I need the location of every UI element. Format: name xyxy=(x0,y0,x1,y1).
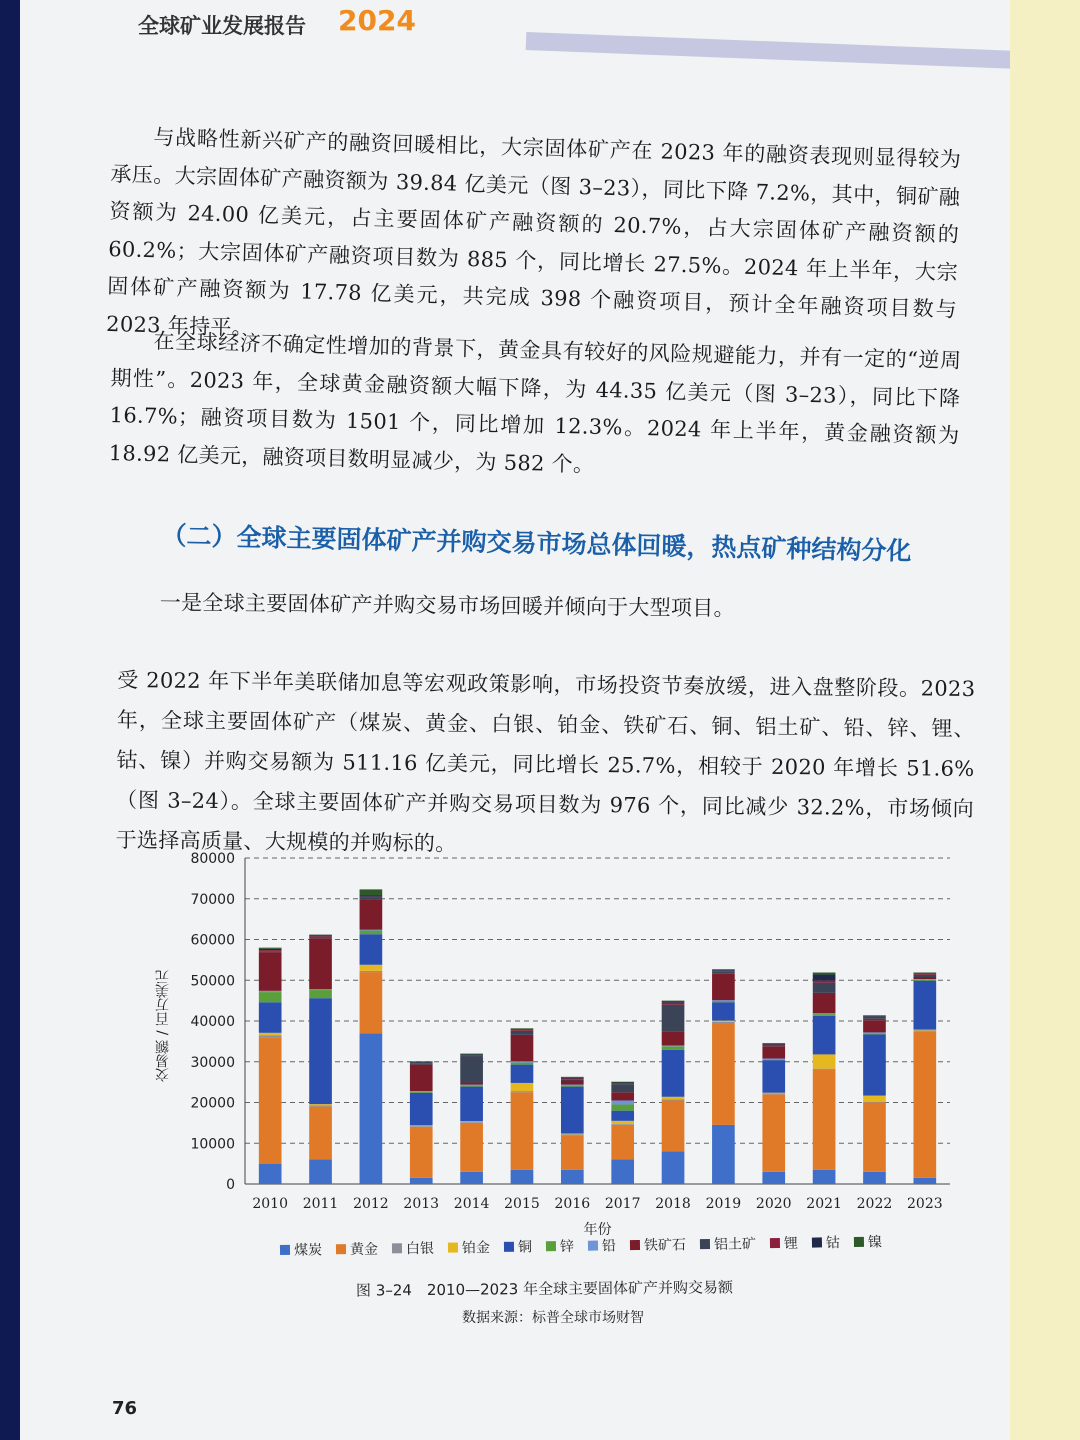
legend-label: 煤炭 xyxy=(293,1242,323,1259)
bar-segment-2017 xyxy=(611,1121,634,1124)
bar-segment-2019 xyxy=(712,969,735,970)
bar-segment-2010 xyxy=(259,949,282,950)
bar-segment-2010 xyxy=(259,950,282,951)
bar-segment-2017 xyxy=(611,1083,634,1084)
bar-segment-2014 xyxy=(460,1085,483,1086)
paragraph-ma-detail-text: 受 2022 年下半年美联储加息等宏观政策影响，市场投资节奏放缓，进入盘整阶段。2023 年，全球主要固体矿产（煤炭、黄金、白银、铂金、铁矿石、铜、铝土矿、铅、锌、锂、钴、镍）并购交易额为 511.16 亿美元，同比增长 25.7%，相较于 2020 年增长 51.6%（图 3–24）。全球主要固体矿产并购交易项目数为 976 个，同比减少 32.2%，市场倾向于选择高质量、大规模的并购标的。 xyxy=(115,667,976,856)
bar-segment-2017 xyxy=(611,1084,634,1092)
bar-segment-2013 xyxy=(410,1093,433,1126)
bar-segment-2023 xyxy=(913,1178,936,1184)
y-tick-label: 10000 xyxy=(190,1136,235,1153)
legend-item xyxy=(546,1236,574,1256)
bar-segment-2013 xyxy=(410,1064,433,1065)
y-tick-label: 20000 xyxy=(190,1095,235,1112)
legend-label: 黄金 xyxy=(349,1241,379,1259)
bar-segment-2019 xyxy=(712,971,735,972)
bar-segment-2019 xyxy=(712,974,735,1000)
bar-segment-2014 xyxy=(460,1123,483,1172)
bar-segment-2022 xyxy=(863,1102,886,1103)
bar-segment-2011 xyxy=(309,990,332,998)
stacked-bar-chart xyxy=(150,840,970,1260)
bar-segment-2023 xyxy=(913,973,936,974)
bar-segment-2018 xyxy=(662,1001,685,1002)
x-tick-label: 2017 xyxy=(604,1196,641,1212)
bar-segment-2021 xyxy=(813,1170,836,1184)
legend-label: 铁矿石 xyxy=(643,1237,687,1254)
bar-segment-2021 xyxy=(813,973,836,975)
bar-segment-2023 xyxy=(913,973,936,974)
bar-segment-2014 xyxy=(460,1121,483,1122)
legend-item xyxy=(336,1239,378,1260)
x-tick-label: 2014 xyxy=(453,1196,490,1212)
bar-segment-2014 xyxy=(460,1172,483,1184)
y-tick-label: 50000 xyxy=(190,973,235,990)
bar-segment-2017 xyxy=(611,1082,634,1083)
paragraph-ma-detail xyxy=(115,620,975,869)
bar-segment-2020 xyxy=(762,1093,785,1094)
report-title: 全球矿业发展报告 xyxy=(138,14,306,38)
bar-segment-2014 xyxy=(460,1083,483,1085)
bar-segment-2019 xyxy=(712,1022,735,1023)
legend-item xyxy=(854,1232,882,1252)
bar-segment-2010 xyxy=(259,1033,282,1035)
bar-segment-2012 xyxy=(360,972,383,1033)
bar-segment-2012 xyxy=(360,931,383,935)
bar-segment-2019 xyxy=(712,972,735,974)
bar-segment-2019 xyxy=(712,1021,735,1022)
y-tick-label: 60000 xyxy=(190,932,235,949)
bar-segment-2015 xyxy=(511,1091,534,1092)
legend-swatch xyxy=(504,1242,514,1252)
bar-segment-2018 xyxy=(662,1001,685,1002)
bar-segment-2022 xyxy=(863,1018,886,1020)
bar-segment-2023 xyxy=(913,1030,936,1031)
bar-segment-2011 xyxy=(309,935,332,936)
bar-segment-2017 xyxy=(611,1105,634,1111)
bar-segment-2016 xyxy=(561,1078,584,1079)
bar-segment-2020 xyxy=(762,1060,785,1093)
bar-segment-2022 xyxy=(863,1033,886,1034)
bar-segment-2023 xyxy=(913,980,936,981)
bar-segment-2021 xyxy=(813,981,836,983)
legend-swatch xyxy=(854,1237,864,1247)
figure-source: 数据来源：标普全球市场财智 xyxy=(462,1310,644,1326)
bar-segment-2016 xyxy=(561,1134,584,1135)
legend-swatch xyxy=(280,1245,290,1255)
bar-segment-2021 xyxy=(813,975,836,981)
bar-segment-2014 xyxy=(460,1087,483,1122)
bar-segment-2016 xyxy=(561,1087,584,1134)
bar-segment-2014 xyxy=(460,1054,483,1055)
bar-segment-2017 xyxy=(611,1083,634,1084)
bar-segment-2022 xyxy=(863,1103,886,1172)
x-tick-label: 2019 xyxy=(705,1196,742,1212)
legend-swatch xyxy=(448,1243,458,1253)
legend-label: 镍 xyxy=(867,1234,883,1251)
bar-segment-2022 xyxy=(863,1020,886,1032)
bar-segment-2015 xyxy=(511,1083,534,1091)
bar-segment-2013 xyxy=(410,1065,433,1091)
legend-label: 铅 xyxy=(601,1238,617,1255)
bar-segment-2020 xyxy=(762,1046,785,1058)
bar-segment-2015 xyxy=(511,1029,534,1030)
header-decoration-bar xyxy=(526,32,1010,72)
bar-segment-2018 xyxy=(662,1151,685,1184)
bar-segment-2021 xyxy=(813,1013,836,1014)
bar-segment-2023 xyxy=(913,1031,936,1178)
bar-segment-2018 xyxy=(662,1100,685,1151)
bar-segment-2013 xyxy=(410,1091,433,1092)
bar-segment-2012 xyxy=(360,971,383,972)
bar-segment-2023 xyxy=(913,974,936,975)
bar-segment-2015 xyxy=(511,1035,534,1061)
bar-segment-2023 xyxy=(913,979,936,980)
x-tick-label: 2015 xyxy=(504,1196,540,1212)
legend-item xyxy=(588,1235,616,1255)
bar-segment-2015 xyxy=(511,1065,534,1083)
bar-segment-2011 xyxy=(309,937,332,938)
x-tick-label: 2012 xyxy=(353,1196,389,1212)
y-tick-label: 0 xyxy=(226,1177,235,1193)
bar-segment-2013 xyxy=(410,1125,433,1126)
bar-segment-2013 xyxy=(410,1061,433,1062)
legend-label: 钴 xyxy=(825,1235,841,1252)
legend-item xyxy=(630,1234,686,1255)
bar-segment-2011 xyxy=(309,936,332,937)
y-tick-label: 80000 xyxy=(190,851,235,867)
paragraph-gold-financing: 在全球经济不确定性增加的背景下，黄金具有较好的风险规避能力，并有一定的“逆周期性”。2023 年，全球黄金融资额大幅下降，为 44.35 亿美元（图 3–23），同比下降 16.7%；融资项目数为 1501 个，同比增加 12.3%。2024 年上半年，黄金融资额为 18.92 亿美元，融资项目数明显减少，为 582 个。 xyxy=(108,329,962,477)
bar-segment-2022 xyxy=(863,1016,886,1017)
bar-segment-2018 xyxy=(662,1097,685,1099)
bar-segment-2011 xyxy=(309,1160,332,1184)
bar-segment-2014 xyxy=(460,1055,483,1056)
x-tick-label: 2011 xyxy=(302,1196,339,1212)
running-header xyxy=(138,6,998,50)
bar-segment-2012 xyxy=(360,897,383,898)
bar-segment-2022 xyxy=(863,1015,886,1016)
bar-segment-2020 xyxy=(762,1044,785,1045)
bar-segment-2011 xyxy=(309,1107,332,1160)
legend-swatch xyxy=(588,1241,598,1251)
bar-segment-2011 xyxy=(309,998,332,1104)
bar-segment-2020 xyxy=(762,1045,785,1046)
legend-item xyxy=(448,1237,490,1258)
bar-segment-2012 xyxy=(360,899,383,930)
legend-swatch xyxy=(770,1238,780,1248)
bar-segment-2019 xyxy=(712,1125,735,1184)
y-tick-label: 30000 xyxy=(190,1054,235,1071)
bar-segment-2014 xyxy=(460,1122,483,1123)
bar-segment-2019 xyxy=(712,1023,735,1125)
bar-segment-2020 xyxy=(762,1059,785,1060)
bar-segment-2019 xyxy=(712,1002,735,1020)
bar-segment-2020 xyxy=(762,1172,785,1184)
bar-segment-2015 xyxy=(511,1092,534,1169)
x-tick-label: 2021 xyxy=(806,1196,842,1212)
bar-segment-2013 xyxy=(410,1063,433,1064)
x-tick-label: 2018 xyxy=(655,1196,691,1212)
legend-item xyxy=(812,1232,840,1252)
section-heading: （二）全球主要固体矿产并购交易市场总体回暖，热点矿种结构分化 xyxy=(161,520,912,566)
bar-segment-2021 xyxy=(813,1016,836,1055)
bar-segment-2019 xyxy=(712,1001,735,1002)
x-tick-label: 2010 xyxy=(252,1196,288,1212)
y-tick-label: 40000 xyxy=(190,1014,235,1030)
bar-segment-2012 xyxy=(360,934,383,965)
bar-segment-2012 xyxy=(360,965,383,971)
bar-segment-2022 xyxy=(863,1172,886,1184)
bar-segment-2015 xyxy=(511,1031,534,1035)
bar-segment-2016 xyxy=(561,1079,584,1080)
bar-segment-2023 xyxy=(913,981,936,1030)
bar-segment-2010 xyxy=(259,1035,282,1037)
bar-segment-2019 xyxy=(712,970,735,971)
bar-segment-2014 xyxy=(460,1085,483,1086)
bar-segment-2018 xyxy=(662,1003,685,1005)
bar-segment-2022 xyxy=(863,1096,886,1102)
bar-segment-2020 xyxy=(762,1058,785,1059)
bar-segment-2016 xyxy=(561,1085,584,1086)
legend-item xyxy=(504,1236,532,1256)
y-axis-title: 交易额 / 百万美元 xyxy=(155,970,171,1082)
legend-label: 白银 xyxy=(405,1240,435,1258)
bar-segment-2020 xyxy=(762,1043,785,1044)
bar-segment-2018 xyxy=(662,1050,685,1097)
bar-segment-2015 xyxy=(511,1030,534,1031)
legend-label: 锌 xyxy=(559,1238,575,1256)
bar-segment-2023 xyxy=(913,975,936,977)
bar-segment-2018 xyxy=(662,1045,685,1046)
bar-segment-2013 xyxy=(410,1126,433,1127)
legend-swatch xyxy=(812,1237,822,1247)
bar-segment-2020 xyxy=(762,1094,785,1171)
legend-swatch xyxy=(546,1241,556,1251)
bar-segment-2012 xyxy=(360,898,383,899)
legend-label: 铝土矿 xyxy=(713,1236,757,1253)
bar-segment-2016 xyxy=(561,1080,584,1084)
bar-segment-2010 xyxy=(259,948,282,949)
bar-segment-2010 xyxy=(259,992,282,1002)
bar-segment-2014 xyxy=(460,1054,483,1055)
bar-segment-2013 xyxy=(410,1062,433,1063)
legend-swatch xyxy=(630,1240,640,1250)
bar-segment-2021 xyxy=(813,1069,836,1070)
bar-segment-2021 xyxy=(813,1070,836,1170)
chart-canvas xyxy=(150,840,970,1260)
bar-segment-2017 xyxy=(611,1160,634,1184)
bar-segment-2012 xyxy=(360,1033,383,1184)
bar-segment-2011 xyxy=(309,938,332,989)
bar-segment-2017 xyxy=(611,1124,634,1125)
legend-swatch xyxy=(700,1239,710,1249)
bar-segment-2016 xyxy=(561,1170,584,1184)
legend-swatch xyxy=(392,1243,402,1253)
report-year: 2024 xyxy=(338,4,416,37)
bar-segment-2016 xyxy=(561,1135,584,1170)
adjacent-page-edge xyxy=(1010,0,1080,1440)
bar-segment-2013 xyxy=(410,1127,433,1178)
paragraph-bulk-minerals-financing: 与战略性新兴矿产的融资回暖相比，大宗固体矿产在 2023 年的融资表现则显得较为承压。大宗固体矿产融资额为 39.84 亿美元（图 3–23），同比下降 7.2%，其中，铜矿融资额为 24.00 亿美元，占主要固体矿产融资额的 20.7%，占大宗固体矿产融资额的 60.2%；大宗固体矿产融资项目数为 885 个，同比增长 27.5%。2024 年上半年，大宗固体矿产融资额为 17.78 亿美元，共完成 398 个融资项目，预计全年融资项目数与 2023 年持平。 xyxy=(105,125,962,340)
bar-segment-2021 xyxy=(813,983,836,993)
bar-segment-2018 xyxy=(662,1046,685,1050)
bar-segment-2021 xyxy=(813,1054,836,1068)
bar-segment-2020 xyxy=(762,1045,785,1046)
bar-segment-2017 xyxy=(611,1092,634,1100)
bar-segment-2019 xyxy=(712,1000,735,1001)
bar-segment-2010 xyxy=(259,951,282,952)
legend-item xyxy=(700,1233,756,1254)
bar-segment-2016 xyxy=(561,1133,584,1134)
legend-label: 铜 xyxy=(517,1239,533,1256)
bar-segment-2020 xyxy=(762,1094,785,1095)
x-tick-label: 2022 xyxy=(856,1196,893,1212)
bar-segment-2017 xyxy=(611,1111,634,1121)
x-tick-label: 2013 xyxy=(403,1196,440,1212)
x-tick-label: 2016 xyxy=(554,1196,591,1212)
legend-label: 铂金 xyxy=(461,1240,491,1257)
x-axis-title: 年份 xyxy=(583,1222,612,1238)
bar-segment-2010 xyxy=(259,952,282,991)
legend-item xyxy=(392,1238,434,1259)
bar-segment-2016 xyxy=(561,1085,584,1086)
bar-segment-2016 xyxy=(561,1077,584,1078)
bar-segment-2018 xyxy=(662,1031,685,1045)
bar-segment-2015 xyxy=(511,1170,534,1184)
y-tick-label: 70000 xyxy=(190,891,235,908)
bar-segment-2012 xyxy=(360,895,383,896)
bar-segment-2018 xyxy=(662,1005,685,1031)
bar-segment-2017 xyxy=(611,1100,634,1104)
bar-segment-2018 xyxy=(662,1099,685,1100)
legend-swatch xyxy=(336,1244,346,1254)
bar-segment-2015 xyxy=(511,1061,534,1062)
bar-segment-2022 xyxy=(863,1034,886,1095)
bar-segment-2022 xyxy=(863,1032,886,1033)
x-tick-label: 2023 xyxy=(907,1196,943,1212)
bar-segment-2011 xyxy=(309,935,332,936)
bar-segment-2012 xyxy=(360,889,383,895)
figure-caption: 图 3–24 2010—2023 年全球主要固体矿产并购交易额 xyxy=(355,1278,734,1300)
bar-segment-2015 xyxy=(511,1063,534,1065)
legend-item xyxy=(770,1233,798,1253)
page-number: 76 xyxy=(112,1398,138,1419)
legend-item xyxy=(280,1239,322,1260)
bar-segment-2011 xyxy=(309,989,332,990)
bar-segment-2013 xyxy=(410,1178,433,1184)
paragraph-ma-summary: 一是全球主要固体矿产并购交易市场回暖并倾向于大型项目。 xyxy=(159,590,735,621)
bar-segment-2010 xyxy=(259,1002,282,1033)
x-tick-label: 2020 xyxy=(755,1196,792,1212)
legend-label: 锂 xyxy=(783,1235,799,1252)
bar-segment-2010 xyxy=(259,1164,282,1184)
bar-segment-2015 xyxy=(511,1028,534,1029)
bar-segment-2014 xyxy=(460,1056,483,1082)
bar-segment-2017 xyxy=(611,1125,634,1160)
bar-segment-2010 xyxy=(259,991,282,992)
bar-segment-2013 xyxy=(410,1092,433,1093)
bar-segment-2016 xyxy=(561,1078,584,1079)
bar-segment-2023 xyxy=(913,977,936,979)
bar-segment-2021 xyxy=(813,1014,836,1016)
bar-segment-2011 xyxy=(309,1104,332,1105)
bar-segment-2022 xyxy=(863,1017,886,1018)
bar-segment-2021 xyxy=(813,993,836,1013)
bar-segment-2010 xyxy=(259,1037,282,1163)
bar-segment-2012 xyxy=(360,930,383,931)
bar-segment-2023 xyxy=(913,1030,936,1031)
bar-segment-2011 xyxy=(309,1105,332,1106)
